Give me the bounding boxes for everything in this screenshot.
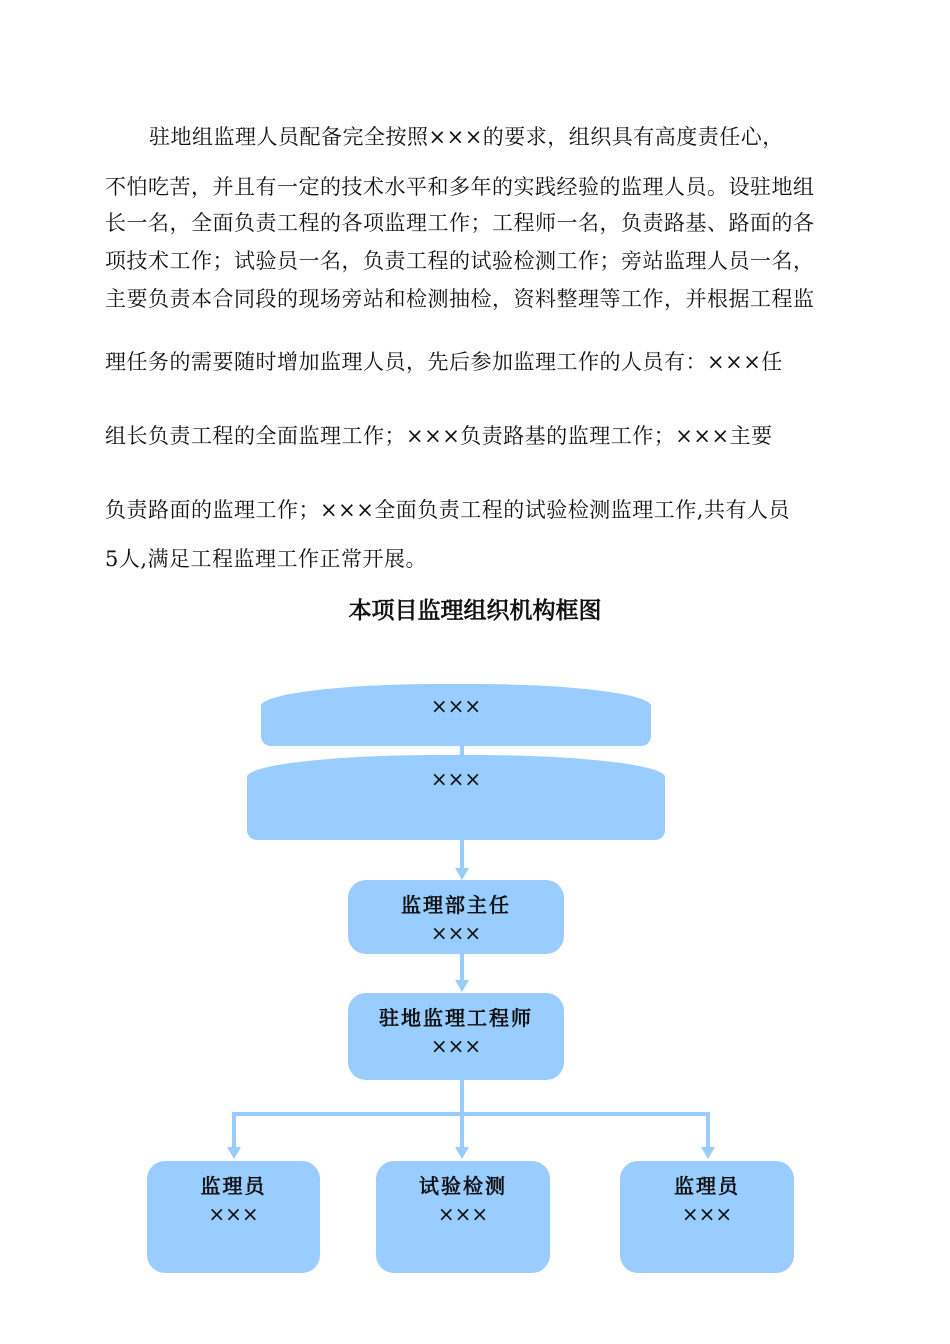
paragraph-line-2: 不怕吃苦，并且有一定的技术水平和多年的实践经验的监理人员。设驻地组 <box>105 175 815 199</box>
org-box-top <box>261 684 651 746</box>
arrow-middle <box>455 1147 469 1159</box>
paragraph-line-6: 理任务的需要随时增加监理人员，先后参加监理工作的人员有：×××任 <box>105 350 783 374</box>
org-box-top-label: ××× <box>430 694 482 718</box>
org-box-testing <box>376 1161 550 1273</box>
paragraph-line-1: 驻地组监理人员配备完全按照×××的要求，组织具有高度责任心， <box>149 125 784 149</box>
connector-left <box>232 1112 236 1148</box>
testing-name: ××× <box>437 1202 489 1226</box>
supervisor-right-name: ××× <box>681 1202 733 1226</box>
connector-horizontal <box>232 1112 710 1116</box>
arrow-to-director <box>455 868 469 880</box>
org-box-second <box>247 755 665 840</box>
arrow-right <box>701 1147 715 1159</box>
paragraph-line-8: 负责路面的监理工作；×××全面负责工程的试验检测监理工作,共有人员 <box>105 498 790 522</box>
org-box-supervisor-left <box>147 1161 320 1273</box>
engineer-role: 驻地监理工程师 <box>379 1006 533 1030</box>
org-box-supervisor-right <box>620 1161 794 1273</box>
org-box-second-label: ××× <box>430 767 482 791</box>
connector-to-engineer <box>460 954 464 982</box>
arrow-to-engineer <box>455 980 469 992</box>
supervisor-right-role: 监理员 <box>674 1174 740 1198</box>
director-name: ××× <box>430 921 482 945</box>
engineer-name: ××× <box>430 1034 482 1058</box>
connector-to-director <box>460 840 464 870</box>
org-box-engineer <box>348 993 564 1080</box>
testing-role: 试验检测 <box>419 1174 507 1198</box>
paragraph-line-7: 组长负责工程的全面监理工作；×××负责路基的监理工作；×××主要 <box>105 424 773 448</box>
supervisor-left-role: 监理员 <box>200 1174 267 1198</box>
paragraph-line-9: 5人,满足工程监理工作正常开展。 <box>105 547 428 571</box>
supervisor-left-name: ××× <box>208 1202 259 1226</box>
org-box-director <box>348 880 564 954</box>
connector-right <box>706 1112 710 1148</box>
paragraph-line-4: 项技术工作；试验员一名，负责工程的试验检测工作；旁站监理人员一名， <box>105 249 815 273</box>
connector-engineer-down <box>460 1080 464 1114</box>
paragraph-line-3: 长一名，全面负责工程的各项监理工作；工程师一名，负责路基、路面的各 <box>105 211 815 235</box>
paragraph-line-5: 主要负责本合同段的现场旁站和检测抽检，资料整理等工作，并根据工程监 <box>105 287 815 311</box>
director-role: 监理部主任 <box>401 893 511 917</box>
connector-middle <box>460 1114 464 1148</box>
org-chart-title: 本项目监理组织机构框图 <box>348 598 602 624</box>
arrow-left <box>227 1147 241 1159</box>
